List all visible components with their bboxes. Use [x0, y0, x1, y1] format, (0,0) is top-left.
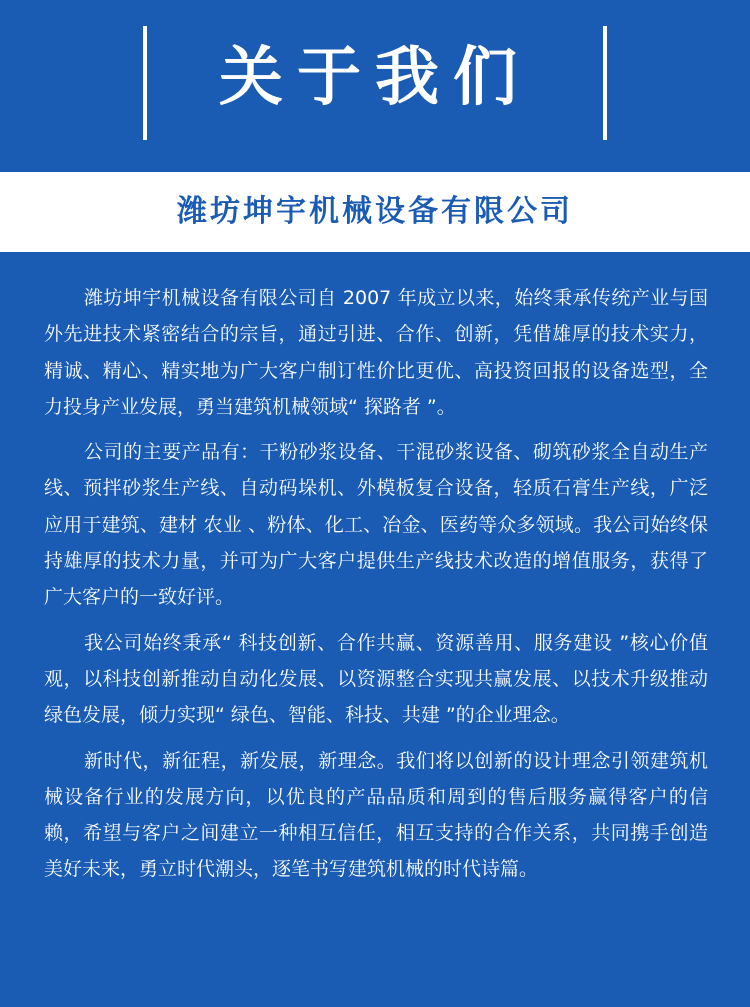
paragraph-values: 我公司始终秉承“ 科技创新、合作共赢、资源善用、服务建设 ”核心价值观，以科技创新推动自动化发展、以资源整合实现共赢发展、以技术升级推动绿色发展，倾力实现“ 绿色、智能、科技、共建 ”的企业理念。: [44, 631, 708, 727]
paragraph-history: 潍坊坤宇机械设备有限公司自 2007 年成立以来，始终秉承传统产业与国外先进技术紧密结合的宗旨，通过引进、合作、创新，凭借雄厚的技术实力，精诚、精心、精实地为广大客户制订性价比更优、高投资回报的设备选型，全力投身产业发展，勇当建筑机械领域“ 探路者 ”。: [44, 287, 708, 418]
paragraph-vision: 新时代，新征程，新发展，新理念。我们将以创新的设计理念引领建筑机械设备行业的发展方向，以优良的产品品质和周到的售后服务赢得客户的信赖，希望与客户之间建立一种相互信任，相互支持的合作关系，共同携手创造美好未来，勇立时代潮头，逐笔书写建筑机械的时代诗篇。: [44, 749, 708, 881]
header-section: [0, 0, 750, 172]
paragraph-products: 公司的主要产品有：干粉砂浆设备、干混砂浆设备、砌筑砂浆全自动生产线、预拌砂浆生产线、自动码垛机、外模板复合设备，轻质石膏生产线，广泛应用于建筑、建材 农业 、粉体、化工、冶金、医药等众多领域。我公司始终保持雄厚的技术力量，并可为广大客户提供生产线技术改造的增值服务，获得了广大客户的一致好评。: [44, 441, 708, 609]
about-content: [44, 280, 708, 897]
company-band: [0, 172, 750, 252]
page-title: 关于我们: [219, 41, 531, 115]
title-right-bar: [603, 26, 607, 140]
company-name: 潍坊坤宇机械设备有限公司: [177, 194, 573, 229]
